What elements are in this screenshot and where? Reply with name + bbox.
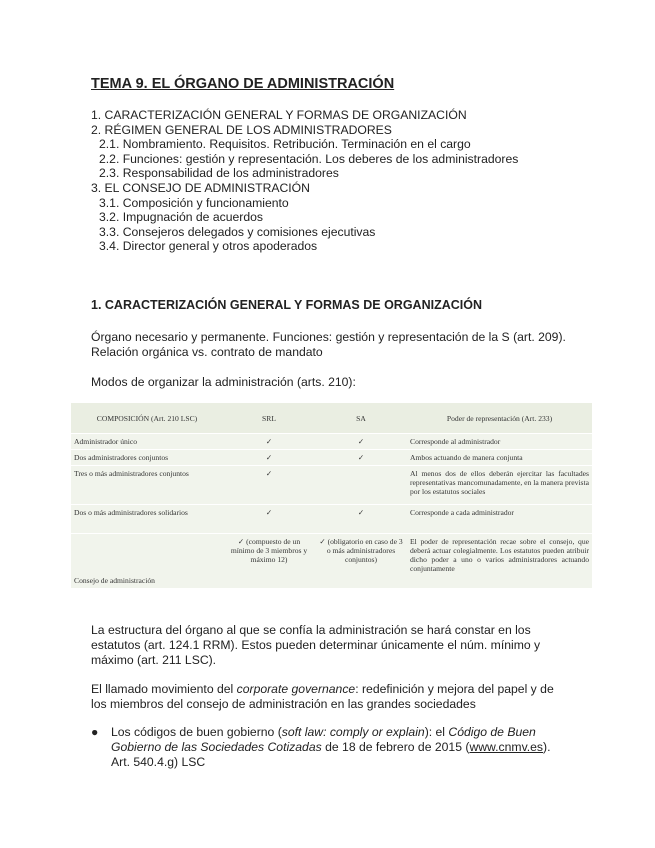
table-cell: Tres o más administradores conjuntos <box>71 466 223 505</box>
paragraph-governance <box>91 682 571 712</box>
italic-term: corporate governance <box>236 682 356 696</box>
table-row <box>71 466 592 505</box>
toc-item: 2. RÉGIMEN GENERAL DE LOS ADMINISTRADORES <box>91 122 392 137</box>
composition-table <box>71 403 592 589</box>
table-header-cell: COMPOSICIÓN (Art. 210 LSC) <box>71 403 223 434</box>
table-header-cell: Poder de representación (Art. 233) <box>407 403 592 434</box>
table-header-cell: SRL <box>223 403 315 434</box>
toc-subitem: 3.1. Composición y funcionamiento <box>99 195 289 210</box>
text-span: ). Art. 540.4.g) LSC <box>111 740 551 769</box>
check-mark: ✓ <box>223 466 315 505</box>
table-cell: Corresponde al administrador <box>407 434 592 450</box>
table-header-cell: SA <box>315 403 407 434</box>
section-heading: 1. CARACTERIZACIÓN GENERAL Y FORMAS DE ORGANIZACIÓN <box>91 298 482 312</box>
check-mark: ✓ <box>223 434 315 450</box>
bullet-text <box>111 725 571 770</box>
table-cell <box>315 466 407 505</box>
document-title: TEMA 9. EL ÓRGANO DE ADMINISTRACIÓN <box>91 76 395 92</box>
check-mark: ✓ <box>223 505 315 534</box>
table-header-row <box>71 403 592 434</box>
italic-term: soft law: comply or explain <box>281 725 425 739</box>
paragraph-organo: Órgano necesario y permanente. Funciones: gestión y representación de la S (art. 209). Relación orgánica vs. contrato de mandato <box>91 330 566 359</box>
table-row <box>71 450 592 466</box>
text-span: de 18 de febrero de 2015 ( <box>321 740 470 754</box>
paragraph-modos: Modos de organizar la administración (arts. 210): <box>91 375 356 389</box>
check-mark: ✓ <box>315 434 407 450</box>
cnmv-link[interactable]: www.cnmv.es <box>469 740 544 754</box>
text-span: ): el <box>424 725 449 739</box>
table-row <box>71 505 592 534</box>
table-cell: Dos administradores conjuntos <box>71 450 223 466</box>
table-row <box>71 434 592 450</box>
text-span: : redefinición y mejora del papel y de los miembros del consejo de administración en las grandes sociedades <box>91 682 554 711</box>
toc-subitem: 3.4. Director general y otros apoderados <box>99 239 318 254</box>
table-cell: ✓ (obligatorio en caso de 3 o más administradores conjuntos) <box>315 534 407 589</box>
check-mark: ✓ <box>315 450 407 466</box>
toc-subitem: 2.1. Nombramiento. Requisitos. Retribución. Terminación en el cargo <box>99 137 471 152</box>
table-cell: Ambos actuando de manera conjunta <box>407 450 592 466</box>
toc-subitem: 3.3. Consejeros delegados y comisiones ejecutivas <box>99 224 376 239</box>
toc-item: 1. CARACTERIZACIÓN GENERAL Y FORMAS DE ORGANIZACIÓN <box>91 108 467 122</box>
toc-subitem: 3.2. Impugnación de acuerdos <box>99 210 263 225</box>
paragraph-estructura: La estructura del órgano al que se confía la administración se hará constar en los estatutos (art. 124.1 RRM). Estos pueden determinar únicamente el núm. mínimo y máximo (art. 211 LSC). <box>91 623 541 667</box>
toc-subitem: 2.2. Funciones: gestión y representación. Los deberes de los administradores <box>99 151 519 166</box>
table-cell: ✓ (compuesto de un mínimo de 3 miembros y máximo 12) <box>223 534 315 589</box>
table-cell: Administrador único <box>71 434 223 450</box>
italic-term: Código de Buen Gobierno de las Sociedades Cotizadas <box>111 725 536 754</box>
toc-subitem: 2.3. Responsabilidad de los administradores <box>99 166 339 181</box>
table-cell: Al menos dos de ellos deberán ejercitar las facultades representativas mancomunadamente, en la manera prevista por los estatutos sociales <box>407 466 592 505</box>
table-cell: El poder de representación recae sobre el consejo, que deberá actuar colegialmente. Los estatutos pueden atribuir dicho poder a uno o varios administradores actuando conjuntamente <box>407 534 592 589</box>
text-span: El llamado movimiento del <box>91 682 237 696</box>
table-cell: Consejo de administración <box>71 534 223 589</box>
text-span: Los códigos de buen gobierno ( <box>111 725 282 739</box>
check-mark: ✓ <box>223 450 315 466</box>
table-of-contents <box>91 108 518 254</box>
table-cell: Corresponde a cada administrador <box>407 505 592 534</box>
table-cell: Dos o más administradores solidarios <box>71 505 223 534</box>
bullet-icon: ● <box>91 725 99 739</box>
check-mark: ✓ <box>315 505 407 534</box>
toc-item: 3. EL CONSEJO DE ADMINISTRACIÓN <box>91 180 310 195</box>
table-row <box>71 534 592 589</box>
